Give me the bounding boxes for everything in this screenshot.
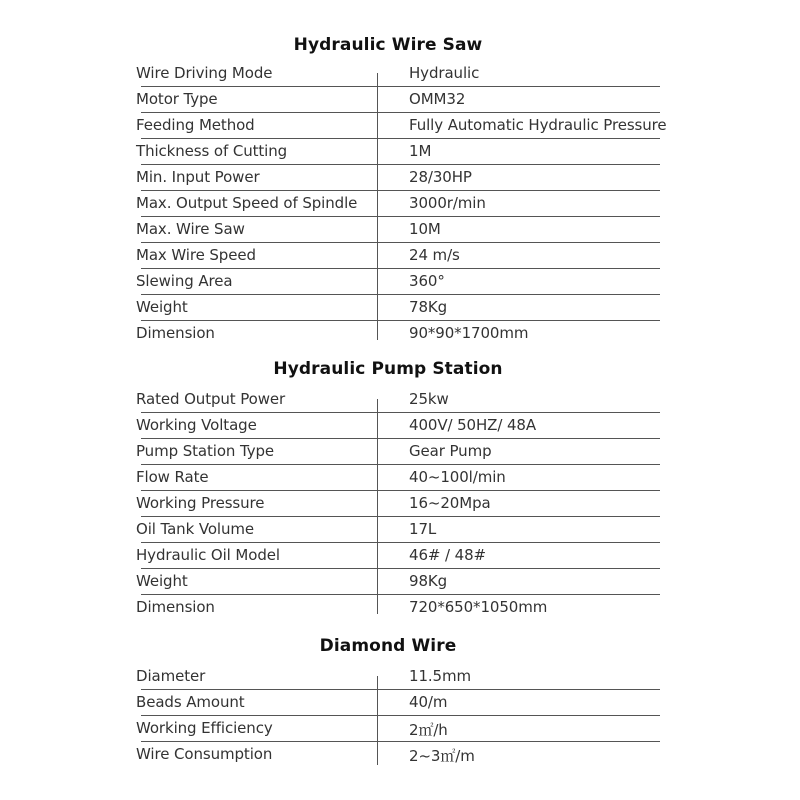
- spec-label: Flow Rate: [136, 468, 209, 486]
- spec-label: Weight: [136, 572, 188, 590]
- spec-label: Beads Amount: [136, 693, 245, 711]
- spec-value: 1M: [409, 142, 432, 160]
- spec-value: 40~100l/min: [409, 468, 506, 486]
- spec-label: Oil Tank Volume: [136, 520, 255, 538]
- spec-label: Max Wire Speed: [136, 246, 256, 264]
- table-row: [136, 413, 660, 439]
- section-title: Hydraulic Wire Saw: [293, 35, 483, 55]
- table-row: [136, 217, 660, 243]
- spec-value: 78Kg: [409, 298, 448, 316]
- table-row: [136, 742, 660, 768]
- spec-value: Hydraulic: [409, 64, 480, 82]
- table-row: [136, 716, 660, 742]
- spec-table: [136, 387, 660, 621]
- spec-label: Dimension: [136, 324, 215, 342]
- spec-value: 720*650*1050mm: [409, 598, 548, 616]
- spec-label: Diameter: [136, 667, 206, 685]
- spec-label: Weight: [136, 298, 188, 316]
- table-row: [136, 690, 660, 716]
- spec-value: 3000r/min: [409, 194, 486, 212]
- spec-value: 90*90*1700mm: [409, 324, 529, 342]
- table-row: [136, 321, 660, 347]
- table-row: [136, 465, 660, 491]
- spec-table: [136, 61, 667, 347]
- spec-label: Wire Driving Mode: [136, 64, 273, 82]
- table-row: [136, 664, 660, 690]
- spec-value: 2㎡/h: [409, 721, 448, 739]
- spec-value: 25kw: [409, 390, 449, 408]
- table-row: [136, 139, 660, 165]
- spec-value: 400V/ 50HZ/ 48A: [409, 416, 537, 434]
- spec-label: Hydraulic Oil Model: [136, 546, 280, 564]
- table-row: [136, 569, 660, 595]
- spec-value: 2~3㎡/m: [409, 747, 475, 765]
- spec-value: 16~20Mpa: [409, 494, 491, 512]
- spec-value: 24 m/s: [409, 246, 460, 264]
- spec-label: Working Pressure: [136, 494, 265, 512]
- table-row: [136, 439, 660, 465]
- spec-value: 360°: [409, 272, 445, 290]
- table-row: [136, 61, 660, 87]
- table-row: [136, 113, 667, 139]
- spec-value: 46# / 48#: [409, 546, 487, 564]
- spec-value: 10M: [409, 220, 441, 238]
- table-row: [136, 243, 660, 269]
- table-row: [136, 517, 660, 543]
- table-row: [136, 543, 660, 569]
- table-row: [136, 491, 660, 517]
- spec-label: Feeding Method: [136, 116, 255, 134]
- table-row: [136, 87, 660, 113]
- table-row: [136, 165, 660, 191]
- spec-label: Working Efficiency: [136, 719, 273, 737]
- spec-value: 11.5mm: [409, 667, 472, 685]
- table-row: [136, 387, 660, 413]
- spec-value: 40/m: [409, 693, 448, 711]
- spec-value: 17L: [409, 520, 437, 538]
- table-row: [136, 191, 660, 217]
- spec-label: Slewing Area: [136, 272, 233, 290]
- spec-label: Wire Consumption: [136, 745, 273, 763]
- spec-value: Gear Pump: [409, 442, 492, 460]
- section-title: Diamond Wire: [319, 636, 457, 656]
- spec-label: Max. Wire Saw: [136, 220, 245, 238]
- table-row: [136, 269, 660, 295]
- spec-label: Motor Type: [136, 90, 218, 108]
- spec-label: Working Voltage: [136, 416, 257, 434]
- table-row: [136, 595, 660, 621]
- spec-label: Pump Station Type: [136, 442, 275, 460]
- spec-label: Dimension: [136, 598, 215, 616]
- spec-table: [136, 664, 660, 768]
- spec-label: Thickness of Cutting: [136, 142, 288, 160]
- spec-value: 98Kg: [409, 572, 448, 590]
- spec-label: Min. Input Power: [136, 168, 260, 186]
- spec-value: 28/30HP: [409, 168, 472, 186]
- spec-value: Fully Automatic Hydraulic Pressure: [409, 116, 667, 134]
- spec-label: Max. Output Speed of Spindle: [136, 194, 358, 212]
- table-row: [136, 295, 660, 321]
- spec-value: OMM32: [409, 90, 466, 108]
- spec-label: Rated Output Power: [136, 390, 286, 408]
- section-title: Hydraulic Pump Station: [273, 359, 503, 379]
